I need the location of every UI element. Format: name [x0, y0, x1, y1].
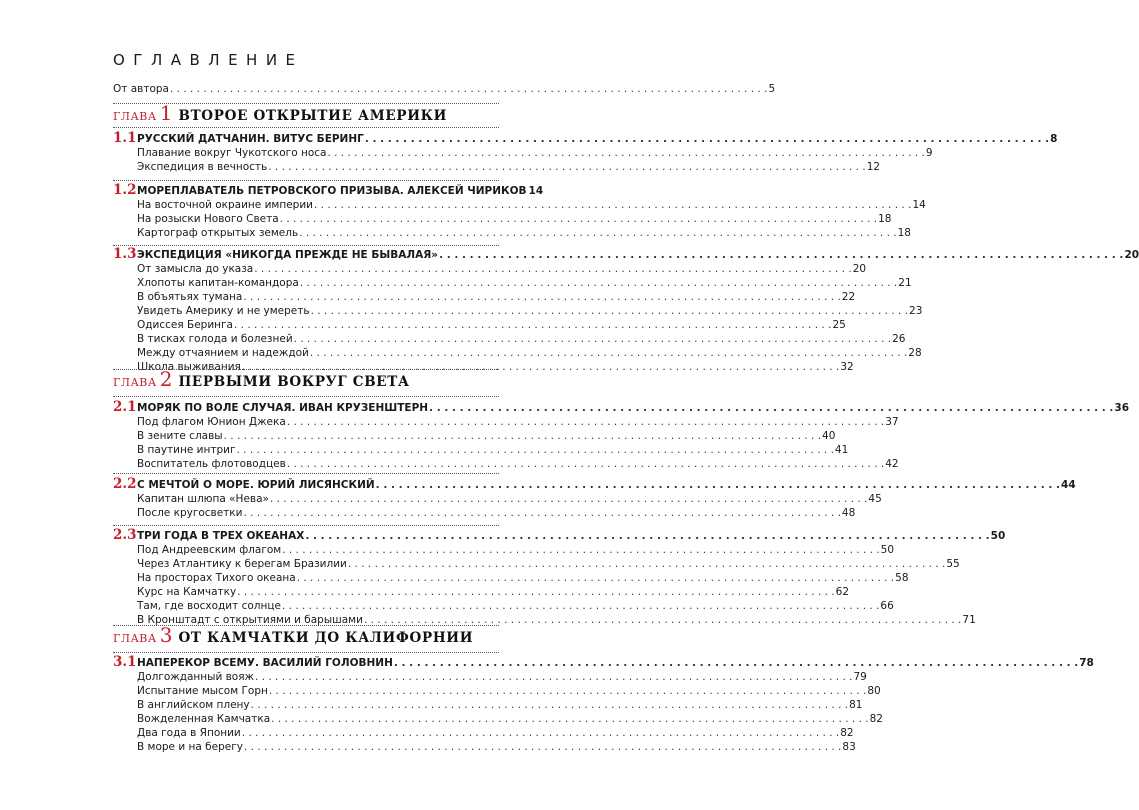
chapter-title: ОТ КАМЧАТКИ ДО КАЛИФОРНИИ	[178, 630, 474, 646]
toc-entry-page: 82	[840, 727, 854, 739]
dot-leader	[310, 346, 907, 360]
chapter-number: 2	[159, 367, 173, 391]
toc-entry-page: 81	[849, 699, 863, 711]
toc-entry-title: Между отчаянием и надеждой	[137, 347, 309, 359]
toc-entry-title: Школа выживания	[137, 361, 241, 373]
section-number: 2.2	[113, 476, 137, 492]
toc-entry-title: Капитан шлюпа «Нева»	[137, 493, 269, 505]
toc-entry-title: В английском плену	[137, 699, 250, 711]
toc-entry-title: Долгожданный вояж	[137, 671, 255, 683]
toc-entry-title: Под флагом Юнион Джека	[137, 416, 286, 428]
section-rule	[113, 127, 499, 128]
toc-entry[interactable]	[137, 492, 882, 506]
section-number: 1.2	[113, 182, 137, 198]
toc-entry-title: В море и на берегу	[137, 741, 243, 753]
dot-leader	[255, 670, 852, 684]
toc-entry-page: 62	[835, 586, 850, 598]
section-number: 1.3	[113, 246, 137, 262]
toc-entry-title: Плавание вокруг Чукотского носа	[137, 147, 327, 159]
toc-entry-title: В Кронштадт с открытиями и барышами	[137, 614, 363, 626]
toc-entry-title: В зените славы	[137, 430, 223, 442]
toc-entry[interactable]	[137, 290, 856, 304]
toc-entry-title: Там, где восходит солнце	[137, 600, 281, 612]
toc-entry-page: 12	[866, 161, 881, 173]
toc-entry-title: Увидеть Америку и не умереть	[137, 305, 310, 317]
dot-leader	[327, 146, 924, 160]
toc-entry[interactable]	[137, 429, 836, 443]
dot-leader	[268, 160, 865, 174]
toc-section[interactable]	[137, 478, 1076, 492]
dot-leader	[224, 429, 821, 443]
toc-entry-page: 58	[895, 572, 909, 584]
dot-leader	[244, 740, 841, 754]
dot-leader	[280, 212, 877, 226]
toc-entry-title: Хлопоты капитан-командора	[137, 277, 299, 289]
toc-entry-page: 32	[840, 361, 854, 373]
toc-entry[interactable]	[137, 457, 899, 471]
dot-leader	[294, 332, 891, 346]
toc-entry[interactable]	[137, 698, 863, 712]
toc-entry[interactable]	[137, 415, 899, 429]
section-rule	[113, 525, 499, 526]
toc-entry-page: 26	[892, 333, 906, 345]
toc-entry[interactable]	[137, 226, 911, 240]
toc-entry[interactable]	[137, 443, 849, 457]
toc-entry-page: 8	[1050, 133, 1058, 145]
toc-section[interactable]	[137, 401, 1130, 415]
section-rule	[113, 473, 499, 474]
dot-leader	[269, 684, 866, 698]
dot-leader	[429, 401, 1113, 415]
section-rule	[113, 180, 499, 181]
toc-entry-title: РУССКИЙ ДАТЧАНИН. ВИТУС БЕРИНГ	[137, 133, 364, 145]
toc-entry-page: 41	[834, 444, 849, 456]
chapter-heading	[113, 623, 473, 647]
section-number: 2.1	[113, 399, 137, 415]
toc-entry-page: 44	[1061, 479, 1076, 491]
dot-leader	[271, 712, 868, 726]
toc-entry-page: 18	[897, 227, 911, 239]
dot-leader	[305, 529, 989, 543]
toc-entry-title: Испытание мысом Горн	[137, 685, 268, 697]
toc-entry-title: Экспедиция в вечность	[137, 161, 268, 173]
dot-leader	[243, 506, 840, 520]
chapter-word: ГЛАВА	[113, 110, 157, 123]
chapter-title: ПЕРВЫМИ ВОКРУГ СВЕТА	[178, 374, 410, 390]
toc-entry-intro[interactable]	[113, 82, 776, 96]
dot-leader	[170, 82, 767, 96]
toc-entry[interactable]	[137, 599, 894, 613]
toc-entry-page: 83	[842, 741, 856, 753]
dot-leader	[243, 290, 840, 304]
toc-entry-title: На розыски Нового Света	[137, 213, 279, 225]
toc-entry-title: Воспитатель флотоводцев	[137, 458, 286, 470]
toc-entry[interactable]	[137, 198, 926, 212]
section-number: 3.1	[113, 654, 137, 670]
toc-section[interactable]	[137, 656, 1094, 670]
toc-entry-title: В объятьях тумана	[137, 291, 243, 303]
toc-entry[interactable]	[137, 346, 922, 360]
section-rule	[113, 652, 499, 653]
toc-entry[interactable]	[137, 543, 895, 557]
toc-entry-page: 82	[869, 713, 883, 725]
toc-entry-page: 5	[768, 83, 776, 95]
chapter-number: 1	[159, 101, 173, 125]
toc-entry[interactable]	[137, 571, 909, 585]
toc-entry-page: 28	[908, 347, 922, 359]
chapter-word: ГЛАВА	[113, 632, 157, 645]
dot-leader	[236, 443, 833, 457]
toc-entry-page: 78	[1079, 657, 1094, 669]
toc-section[interactable]	[137, 132, 1058, 146]
section-number: 1.1	[113, 130, 137, 146]
dot-leader	[282, 599, 879, 613]
dot-leader	[287, 415, 884, 429]
toc-entry-page: 79	[853, 671, 867, 683]
toc-entry-title: В тисках голода и болезней	[137, 333, 293, 345]
toc-section[interactable]	[137, 248, 1139, 262]
toc-entry-page: 21	[898, 277, 912, 289]
toc-entry[interactable]	[137, 712, 883, 726]
toc-entry-page: 45	[868, 493, 882, 505]
section-number: 2.3	[113, 527, 137, 543]
toc-heading: ОГЛАВЛЕНИЕ	[113, 51, 304, 69]
chapter-title: ВТОРОЕ ОТКРЫТИЕ АМЕРИКИ	[178, 108, 448, 124]
dot-leader	[297, 571, 894, 585]
toc-entry-title: От автора	[113, 83, 169, 95]
chapter-number: 3	[159, 623, 173, 647]
toc-entry[interactable]	[137, 684, 881, 698]
toc-entry-page: 23	[909, 305, 923, 317]
toc-entry[interactable]	[137, 726, 854, 740]
chapter-heading	[113, 367, 410, 391]
toc-entry-page: 55	[946, 558, 960, 570]
toc-entry-page: 14	[528, 185, 544, 197]
toc-entry-page: 25	[832, 319, 846, 331]
toc-entry[interactable]	[137, 212, 892, 226]
toc-entry-title: После кругосветки	[137, 507, 243, 519]
toc-entry-page: 22	[841, 291, 856, 303]
toc-entry-page: 37	[885, 416, 899, 428]
toc-entry-page: 40	[822, 430, 836, 442]
dot-leader	[270, 492, 867, 506]
dot-leader	[311, 304, 908, 318]
toc-entry-title: Курс на Камчатку	[137, 586, 237, 598]
toc-entry-page: 50	[880, 544, 895, 556]
chapter-heading	[113, 101, 447, 125]
toc-entry-page: 48	[841, 507, 856, 519]
dot-leader	[251, 698, 848, 712]
toc-entry-title: ЭКСПЕДИЦИЯ «НИКОГДА ПРЕЖДЕ НЕ БЫВАЛАЯ»	[137, 249, 439, 261]
dot-leader	[439, 248, 1123, 262]
toc-entry-title: Через Атлантику к берегам Бразилии	[137, 558, 347, 570]
toc-entry-title: НАПЕРЕКОР ВСЕМУ. ВАСИЛИЙ ГОЛОВНИН	[137, 657, 393, 669]
toc-entry-title: ТРИ ГОДА В ТРЕХ ОКЕАНАХ	[137, 530, 305, 542]
toc-entry[interactable]	[137, 557, 960, 571]
dot-leader	[287, 457, 884, 471]
toc-entry[interactable]	[137, 318, 846, 332]
toc-entry-page: 20	[1124, 249, 1139, 261]
toc-entry-title: От замысла до указа	[137, 263, 254, 275]
toc-entry-page: 20	[852, 263, 867, 275]
toc-entry[interactable]	[137, 585, 850, 599]
toc-entry-title: МОРЕПЛАВАТЕЛЬ ПЕТРОВСКОГО ПРИЗЫВА. АЛЕКСЕЙ ЧИРИКОВ	[137, 185, 527, 197]
toc-entry[interactable]	[137, 740, 856, 754]
toc-entry-page: 71	[962, 614, 976, 626]
dot-leader	[394, 656, 1078, 670]
toc-entry-page: 80	[867, 685, 881, 697]
dot-leader	[299, 226, 896, 240]
toc-entry-title: Картограф открытых земель	[137, 227, 299, 239]
toc-entry-title: Одиссея Беринга	[137, 319, 233, 331]
toc-entry-title: В паутине интриг	[137, 444, 236, 456]
chapter-word: ГЛАВА	[113, 376, 157, 389]
toc-entry[interactable]	[137, 332, 906, 346]
toc-entry[interactable]	[137, 262, 867, 276]
dot-leader	[365, 132, 1049, 146]
dot-leader	[237, 585, 834, 599]
toc-entry-page: 50	[990, 530, 1006, 542]
toc-entry-title: МОРЯК ПО ВОЛЕ СЛУЧАЯ. ИВАН КРУЗЕНШТЕРН	[137, 402, 429, 414]
toc-entry-page: 14	[912, 199, 926, 211]
toc-entry-title: На восточной окраине империи	[137, 199, 313, 211]
toc-entry-page: 18	[878, 213, 892, 225]
toc-entry-page: 36	[1114, 402, 1130, 414]
toc-entry[interactable]	[137, 670, 867, 684]
toc-entry-title: На просторах Тихого океана	[137, 572, 296, 584]
toc-entry-page: 66	[880, 600, 894, 612]
dot-leader	[376, 478, 1060, 492]
section-rule	[113, 396, 499, 397]
toc-entry-title: Под Андреевским флагом	[137, 544, 282, 556]
dot-leader	[254, 262, 851, 276]
toc-entry[interactable]	[137, 304, 923, 318]
toc-entry[interactable]	[137, 506, 856, 520]
dot-leader	[242, 726, 839, 740]
dot-leader	[300, 276, 897, 290]
toc-entry-title: Два года в Японии	[137, 727, 241, 739]
toc-entry-title: С МЕЧТОЙ О МОРЕ. ЮРИЙ ЛИСЯНСКИЙ	[137, 479, 375, 491]
toc-entry[interactable]	[137, 160, 881, 174]
toc-entry-page: 42	[885, 458, 899, 470]
toc-entry-page: 9	[925, 147, 933, 159]
section-rule	[113, 245, 499, 246]
dot-leader	[314, 198, 911, 212]
dot-leader	[348, 557, 945, 571]
toc-entry[interactable]	[137, 276, 912, 290]
toc-section[interactable]	[137, 529, 1006, 543]
dot-leader	[282, 543, 879, 557]
toc-entry-title: Вожделенная Камчатка	[137, 713, 271, 725]
dot-leader	[234, 318, 831, 332]
toc-entry[interactable]	[137, 146, 933, 160]
toc-section[interactable]	[137, 184, 544, 198]
